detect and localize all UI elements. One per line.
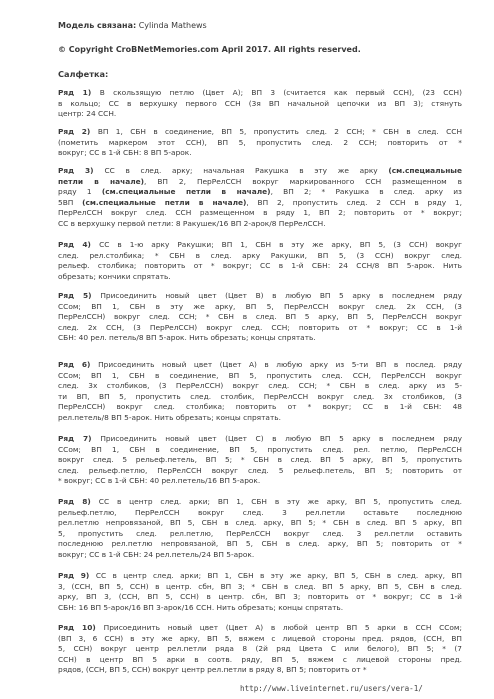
- row-line: ти ВП, ВП 5, пропустить след. столбик, ПерРелССН вокруг след. 3х столбиков, (3: [58, 391, 462, 401]
- bold-phrase: (см.специальные: [388, 166, 462, 175]
- row-line: след. рел.столбика; * СБН в след. арку Ракушки, ВП 5, (3 ССН) вокруг след.: [58, 250, 462, 260]
- row-line: рельеф.петлю, ПерРелССН вокруг след. 3 рел.петли оставьте последнюю: [58, 507, 462, 517]
- row-first-line: Ряд 4) СС в 1-ю арку Ракушки; ВП 1, СБН в эту же арку, ВП 5, (3 ССН) вокруг: [58, 240, 462, 249]
- row-line: вокруг; СС в 1-й СБН: 8 ВП 5-арок.: [58, 148, 192, 158]
- row-line: след. 3х столбиков, (3 ПерРелССН) вокруг след. ССН; * СБН в след. арку из 5-: [58, 381, 462, 391]
- row-first-line: Ряд 3) СС в след. арку; начальная Ракушка в эту же арку (см.специальные: [58, 166, 462, 175]
- row-line: рельеф. столбика; повторить от * вокруг; СС в 1-й СБН: 24 ССН/8 ВП 5-арок. Нить: [58, 261, 462, 271]
- pattern-row: [58, 88, 462, 120]
- row-line: след. 2х ССН, (3 ПерРелССН) вокруг след. ССН; повторить от * вокруг; СС в 1-й: [58, 322, 462, 332]
- author-line: [58, 21, 207, 30]
- row-line: арку, ВП 3, (ССН, ВП 5, ССН) в центр. сбн, ВП 3; повторить от * вокруг; СС в 1-й: [58, 592, 462, 602]
- row-first-line: Ряд 2) ВП 1, СБН в соединение, ВП 5, пропустить след. 2 ССН; * СБН в след. ССН: [58, 127, 462, 136]
- row-line: обрезать; кончики спрятать.: [58, 271, 171, 281]
- row-line: ряду 1 (см.специальные петли в начале), ВП 2; * Ракушка в след. арку из: [58, 187, 462, 197]
- pattern-row: [58, 571, 462, 613]
- row-line: рел.петель/8 ВП 5-арок. Нить обрезать; концы спрятать.: [58, 412, 281, 422]
- row-line: в кольцо; СС в верхушку первого ССН (3я ВП начальной цепочки из ВП 3); стянуть: [58, 98, 462, 108]
- row-line: ПерРелССН вокруг след. ССН размещенном в ряду 1, ВП 2; повторить от * вокруг;: [58, 208, 462, 218]
- pattern-row: [58, 623, 462, 676]
- row-label: Ряд 7): [58, 434, 101, 443]
- row-first-line: Ряд 5) Присоединить новый цвет (Цвет В) в любую ВП 5 арку в последнем ряду: [58, 291, 462, 300]
- row-first-line: Ряд 10) Присоединить новый цвет (Цвет А) в любой центр ВП 5 арки в ССН ССом;: [58, 623, 462, 632]
- row-line: * вокруг; СС в 1-й СБН: 40 рел.петель/16 ВП 5-арок.: [58, 476, 261, 486]
- row-first-line: Ряд 6) Присоединить новый цвет (Цвет А) в любую арку из 5-ти ВП в послед. ряду: [58, 360, 462, 369]
- row-line: вокруг след. 5 рельеф.петель, ВП 5; * СБН в след. ВП 5 арку, ВП 5, пропустить: [58, 455, 462, 465]
- row-label: Ряд 4): [58, 240, 100, 249]
- row-line: (ВП 3, 6 ССН) в эту же арку, ВП 5, вяжем с лицевой стороны пред. рядов, (ССН, ВП: [58, 633, 462, 643]
- row-line: петли в начале), ВП 2, ПерРелССН вокруг маркированного ССН размещенном в: [58, 176, 462, 186]
- row-line: последнюю рел.петлю непровязаной, ВП 5, СБН в след. арку, ВП 5; повторить от *: [58, 539, 462, 549]
- row-line: центр: 24 ССН.: [58, 109, 117, 119]
- row-line: 5, пропустить след. рел.петлю, ПерРелССН вокруг след. 3 рел.петли оставить: [58, 528, 462, 538]
- pattern-row: [58, 291, 462, 344]
- bold-phrase: (см.специальные петли в начале): [82, 197, 247, 207]
- row-line: 5, ССН) вокруг центр рел.петли ряда 8 (2й ряд Цвета С или белого), ВП 5; * (7: [58, 644, 462, 654]
- copyright-line: © Copyright CroBNetMemories.com April 2017. All rights reserved.: [58, 45, 361, 54]
- row-line: СБН: 16 ВП 5-арок/16 ВП 3-арок/16 ССН. Нить обрезать; концы спрятать.: [58, 602, 344, 612]
- row-first-line: Ряд 1) В скользящую петлю (Цвет А); ВП 3 (считается как первый ССН), (23 ССН): [58, 88, 462, 97]
- row-label: Ряд 6): [58, 360, 99, 369]
- row-line: СС в верхушку первой петли: 8 Ракушек/16 ВП 2-арок/8 ПерРелССН.: [58, 218, 326, 228]
- row-label: Ряд 10): [58, 623, 104, 632]
- bold-phrase: петли в начале): [58, 176, 145, 186]
- author-label: Модель связана:: [58, 21, 137, 30]
- row-line: след. рельеф.петлю, ПерРелССН вокруг след. 5 рельеф.петель, ВП 5; повторить от: [58, 465, 462, 475]
- row-line: 5ВП (см.специальные петли в начале), ВП 2, пропустить след. 2 ССН в ряду 1,: [58, 197, 462, 207]
- row-line: ССом; ВП 1, СБН в эту же арку, ВП 5, ПерРелССН вокруг след. 2х ССН, (3: [58, 301, 462, 311]
- row-label: Ряд 8): [58, 497, 99, 506]
- row-line: СБН: 40 рел. петель/8 ВП 5-арок. Нить обрезать; концы спрятать.: [58, 333, 316, 343]
- footer-url[interactable]: http://www.liveinternet.ru/users/vera-1/: [240, 684, 423, 693]
- row-first-line: Ряд 7) Присоединить новый цвет (Цвет С) в любую ВП 5 арку в последнем ряду: [58, 434, 462, 443]
- row-line: вокруг; СС в 1-й СБН: 24 рел.петель/24 ВП 5-арок.: [58, 549, 255, 559]
- pattern-row: [58, 240, 462, 282]
- pattern-row: [58, 127, 462, 159]
- pattern-row: [58, 166, 462, 230]
- row-line: ПерРелССН) вокруг след. столбика; повторить от * вокруг; СС в 1-й СБН: 48: [58, 402, 462, 412]
- row-line: рядов, (ССН, ВП 5, ССН) вокруг центр рел.петли в ряду 8, ВП 5; повторить от *: [58, 665, 367, 675]
- pattern-row: [58, 497, 462, 561]
- row-label: Ряд 1): [58, 88, 100, 97]
- row-line: ССом; ВП 1, СБН в соединение, ВП 5, пропустить след. рел. петлю, ПерРелССН: [58, 444, 462, 454]
- row-line: ССН) в центр ВП 5 арки в соотв. ряду, ВП 5, вяжем с лицевой стороны пред.: [58, 654, 462, 664]
- row-label: Ряд 3): [58, 166, 105, 175]
- section-title: Салфетка:: [58, 69, 109, 79]
- bold-phrase: (см.специальные петли в начале): [101, 187, 271, 197]
- row-line: ССом; ВП 1, СБН в соединение, ВП 5, пропустить след. ССН, ПерРелССН вокруг: [58, 370, 462, 380]
- row-first-line: Ряд 9) СС в центр след. арки; ВП 1, СБН в эту же арку, ВП 5, СБН в след. арку, ВП: [58, 571, 462, 580]
- pattern-row: [58, 360, 462, 424]
- row-line: ПерРелССН) вокруг след. ССН; * СБН в след. ВП 5 арку, ВП 5, ПерРелССН вокруг: [58, 312, 462, 322]
- row-line: рел.петлю непровязаной, ВП 5, СБН в след. арку, ВП 5; * СБН в след. ВП 5 арку, ВП: [58, 518, 462, 528]
- row-label: Ряд 5): [58, 291, 101, 300]
- row-line: 3, (ССН, ВП 5, ССН) в центр. сбн, ВП 3; * СБН в след. ВП 5 арку, ВП 5, СБН в след.: [58, 581, 462, 591]
- row-label: Ряд 9): [58, 571, 96, 580]
- pattern-row: [58, 434, 462, 487]
- author-name: Cylinda Mathews: [138, 21, 207, 30]
- row-first-line: Ряд 8) СС в центр след. арки; ВП 1, СБН в эту же арку, ВП 5, пропустить след.: [58, 497, 462, 506]
- row-line: (пометить маркером этот ССН), ВП 5, пропустить след. 2 ССН; повторить от *: [58, 137, 462, 147]
- row-label: Ряд 2): [58, 127, 98, 136]
